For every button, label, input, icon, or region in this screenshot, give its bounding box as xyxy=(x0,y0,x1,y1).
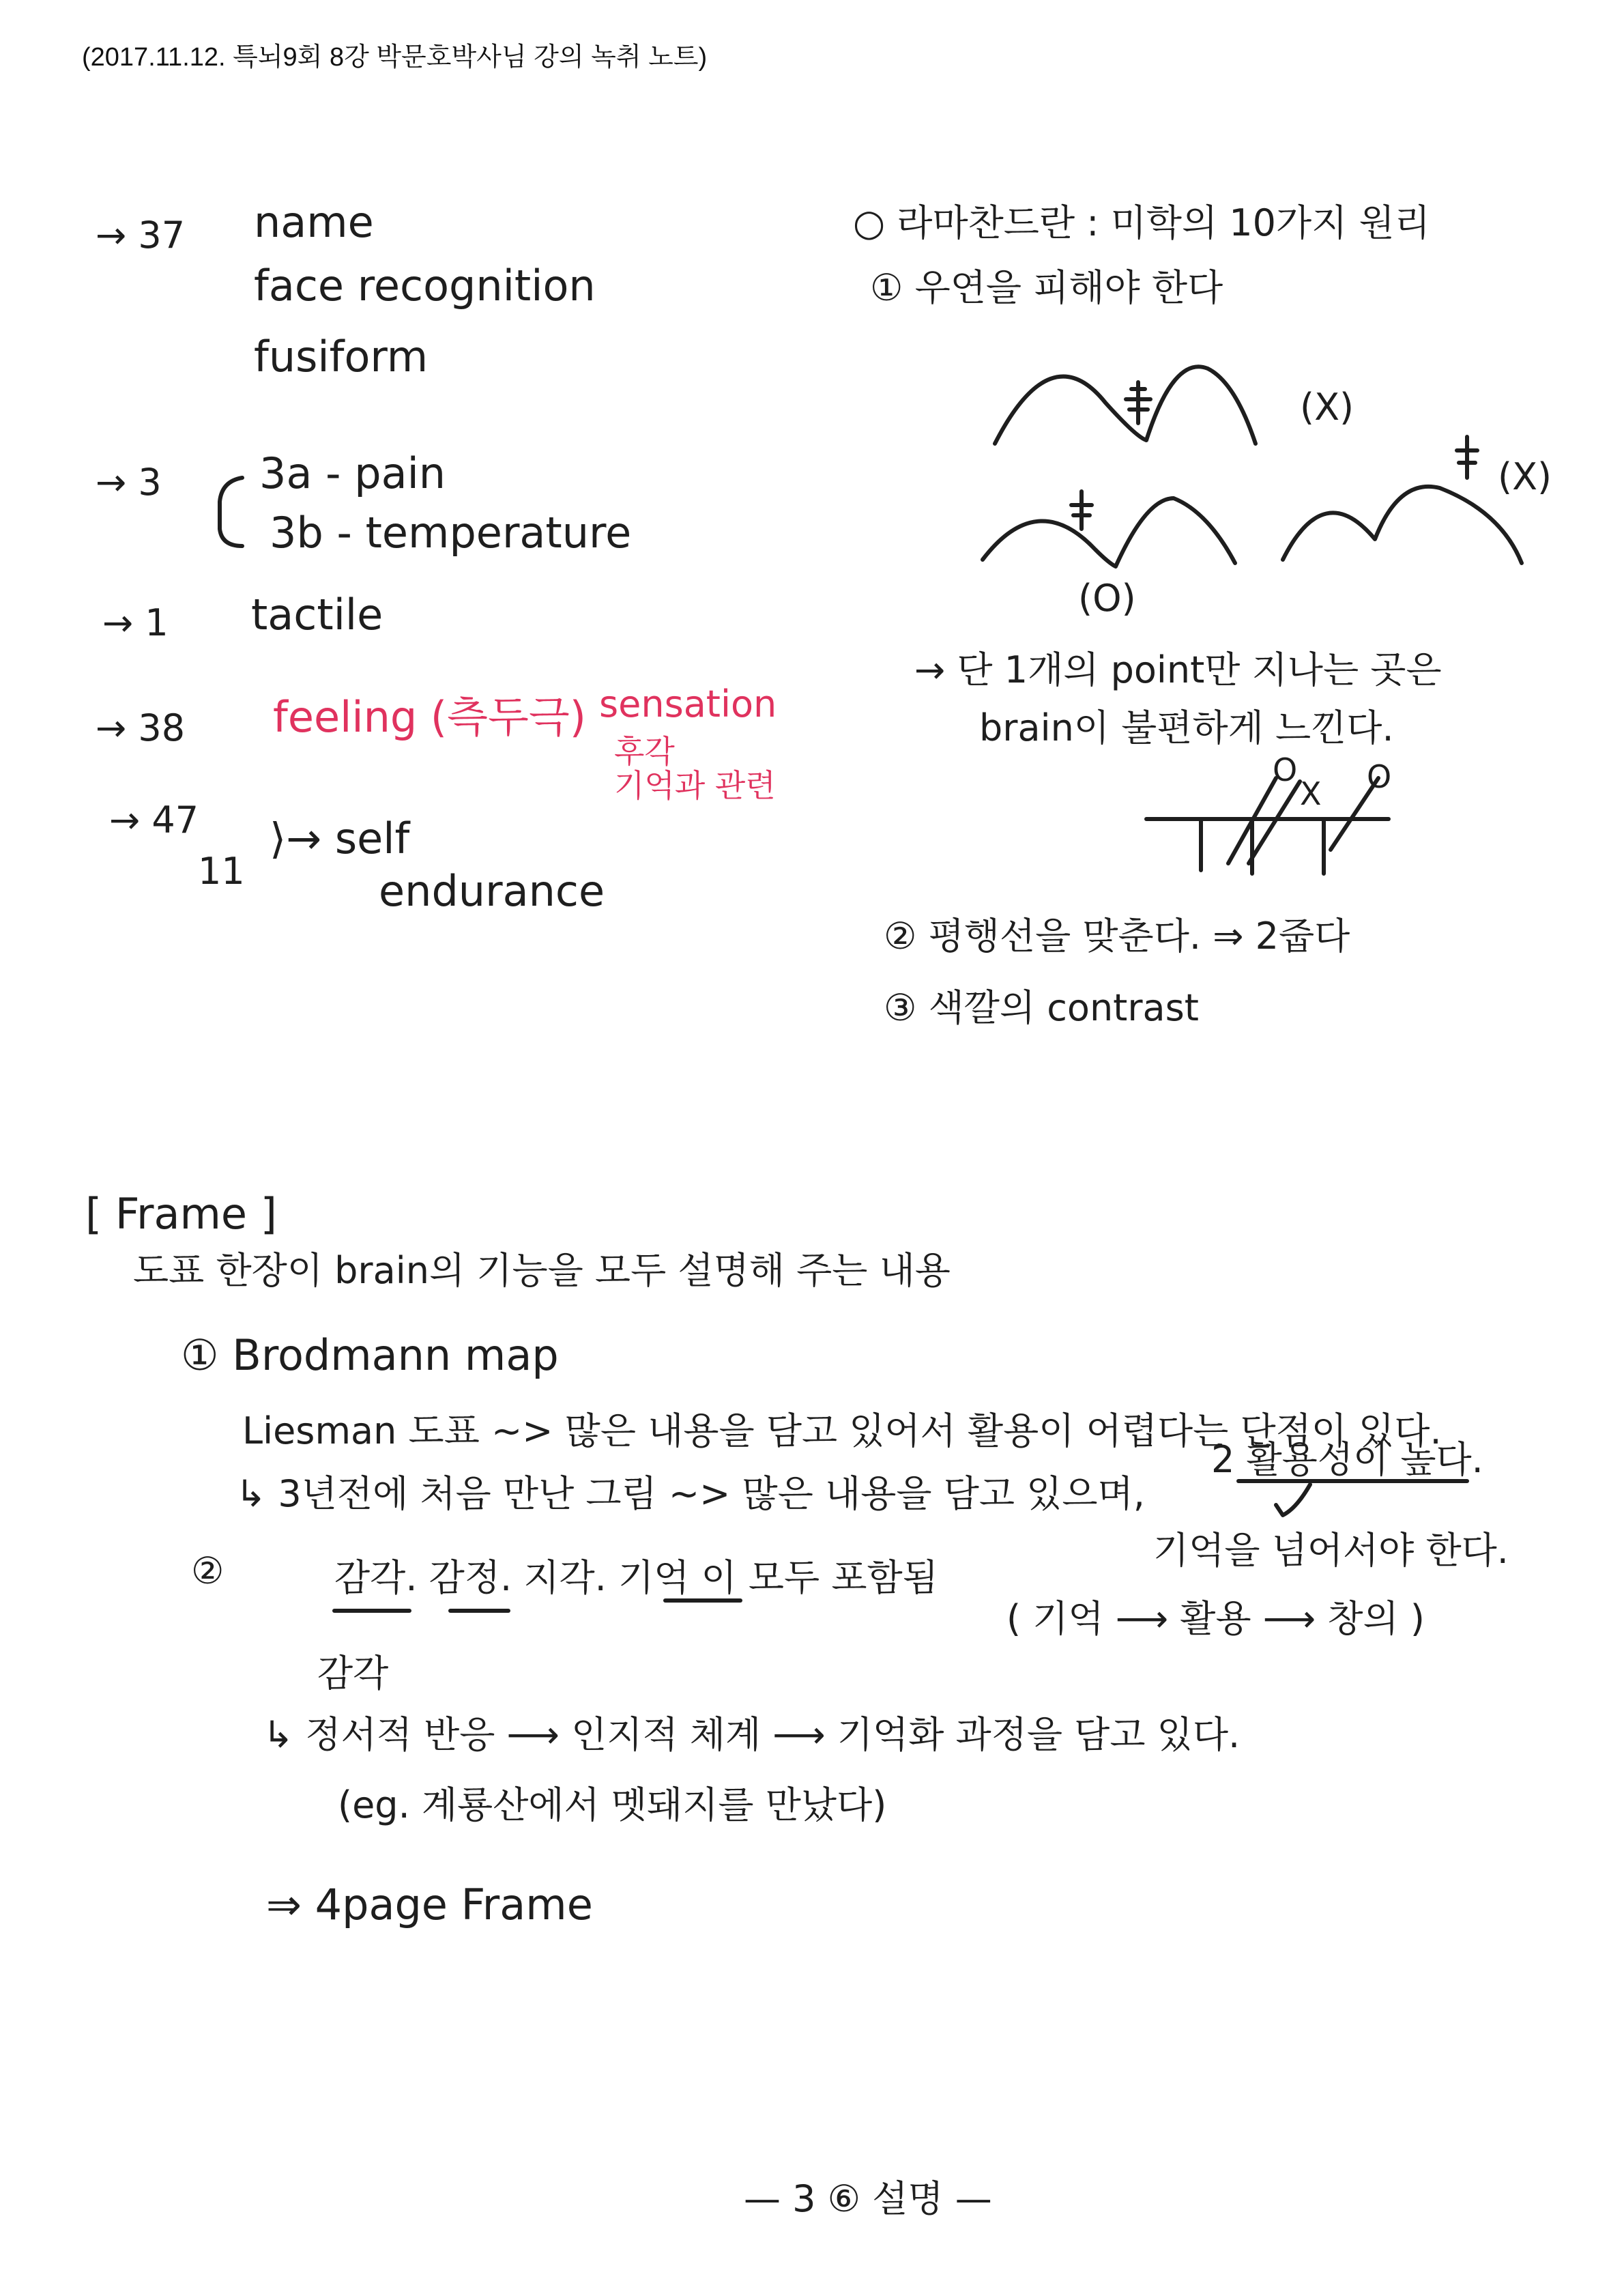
word-memory: 기억 xyxy=(618,1556,690,1599)
vertical-lines xyxy=(1201,819,1324,874)
mark-x-2: (X) xyxy=(1498,455,1552,498)
sense-flow: ↳ 정서적 반응 ⟶ 인지적 체계 ⟶ 기억화 과정을 담고 있다. xyxy=(263,1713,1241,1756)
rule-2: ② 평행선을 맞춘다. ⇒ 2줍다 xyxy=(884,915,1350,958)
document-header: (2017.11.12. 특뇌9회 8강 박문호박사님 강의 녹취 노트) xyxy=(82,43,708,72)
endurance-target: endurance xyxy=(379,866,605,916)
word-sense: 감각. xyxy=(334,1556,418,1599)
frame-title: [ Frame ] xyxy=(85,1189,277,1239)
area-47-number: → 47 xyxy=(109,799,199,842)
mark-x-1: (X) xyxy=(1300,386,1354,429)
area-37-number: → 37 xyxy=(96,214,186,257)
mountain-pair-top xyxy=(995,367,1256,444)
sketch-x: X xyxy=(1300,775,1322,812)
conclusion-line: ⇒ 4page Frame xyxy=(266,1880,593,1929)
area-1-tactile: tactile xyxy=(251,590,383,640)
memory-related-note: 기억과 관련 xyxy=(614,767,776,804)
word-dot: . xyxy=(500,1556,512,1599)
area-1-number: → 1 xyxy=(102,601,169,644)
sketch-o-1: O xyxy=(1273,751,1298,788)
area-11-number: 11 xyxy=(198,850,245,893)
mountain-pair-right xyxy=(1283,487,1522,563)
word-tail: 이 모두 포함됨 xyxy=(701,1556,938,1599)
memory-note: 기억을 넘어서야 한다. xyxy=(1153,1529,1509,1572)
tree-sketch-3 xyxy=(1457,437,1477,478)
memory-flow: ( 기억 ⟶ 활용 ⟶ 창의 ) xyxy=(1006,1597,1425,1640)
arrow-usability xyxy=(1276,1484,1310,1515)
point-note-line-2: brain이 불편하게 느낀다. xyxy=(979,706,1394,749)
area-37-fusiform: fusiform xyxy=(254,332,429,382)
sense-label: 감각 xyxy=(317,1652,389,1695)
olfaction-note: 후각 xyxy=(614,733,675,770)
mountain-pair-left xyxy=(983,498,1235,566)
area-37-face: face recognition xyxy=(254,261,596,311)
rule-1: ① 우연을 피해야 한다 xyxy=(870,266,1223,309)
liesman-line: Liesman 도표 ~> 많은 내용을 담고 있어서 활용이 어렵다는 단점이 있다. xyxy=(242,1409,1442,1452)
rule-3: ③ 색깔의 contrast xyxy=(884,986,1199,1029)
area-3a: 3a - pain xyxy=(259,448,446,498)
frame-item-1: ① Brodmann map xyxy=(181,1330,559,1380)
area-3-number: → 3 xyxy=(96,461,162,504)
example-line: (eg. 계룡산에서 멧돼지를 만났다) xyxy=(338,1783,887,1826)
usability-note: 2 활용성이 높다. xyxy=(1211,1438,1483,1481)
word-perception: 지각. xyxy=(523,1556,607,1599)
tree-sketch-2 xyxy=(1071,491,1092,529)
page-footer: — 3 ⑥ 설명 — xyxy=(744,2177,992,2220)
area-38-feeling: feeling (측두극) xyxy=(273,692,586,742)
sketch-o-2: O xyxy=(1367,758,1392,795)
mark-o: (O) xyxy=(1078,577,1136,620)
area-38-number: → 38 xyxy=(96,706,186,749)
tree-sketch-1 xyxy=(1126,382,1150,423)
frame-item-2-words xyxy=(334,1556,938,1599)
area-37-name: name xyxy=(254,197,374,247)
bracket-sketch xyxy=(220,478,242,546)
frame-intro: 도표 한장이 brain의 기능을 모두 설명해 주는 내용 xyxy=(133,1249,951,1292)
self-target: ⟩→ self xyxy=(270,814,410,863)
frame-item-2-number: ② xyxy=(191,1549,224,1592)
ramachandran-title: ○ 라마찬드란 : 미학의 10가지 원리 xyxy=(853,201,1430,244)
word-emotion: 감정 xyxy=(429,1556,500,1599)
point-note-line-1: → 단 1개의 point만 지나는 곳은 xyxy=(914,648,1442,691)
sensation-note: sensation xyxy=(599,683,777,726)
three-years-line: ↳ 3년전에 처음 만난 그림 ~> 많은 내용을 담고 있으며, xyxy=(235,1472,1145,1515)
area-3b: 3b - temperature xyxy=(270,508,632,558)
